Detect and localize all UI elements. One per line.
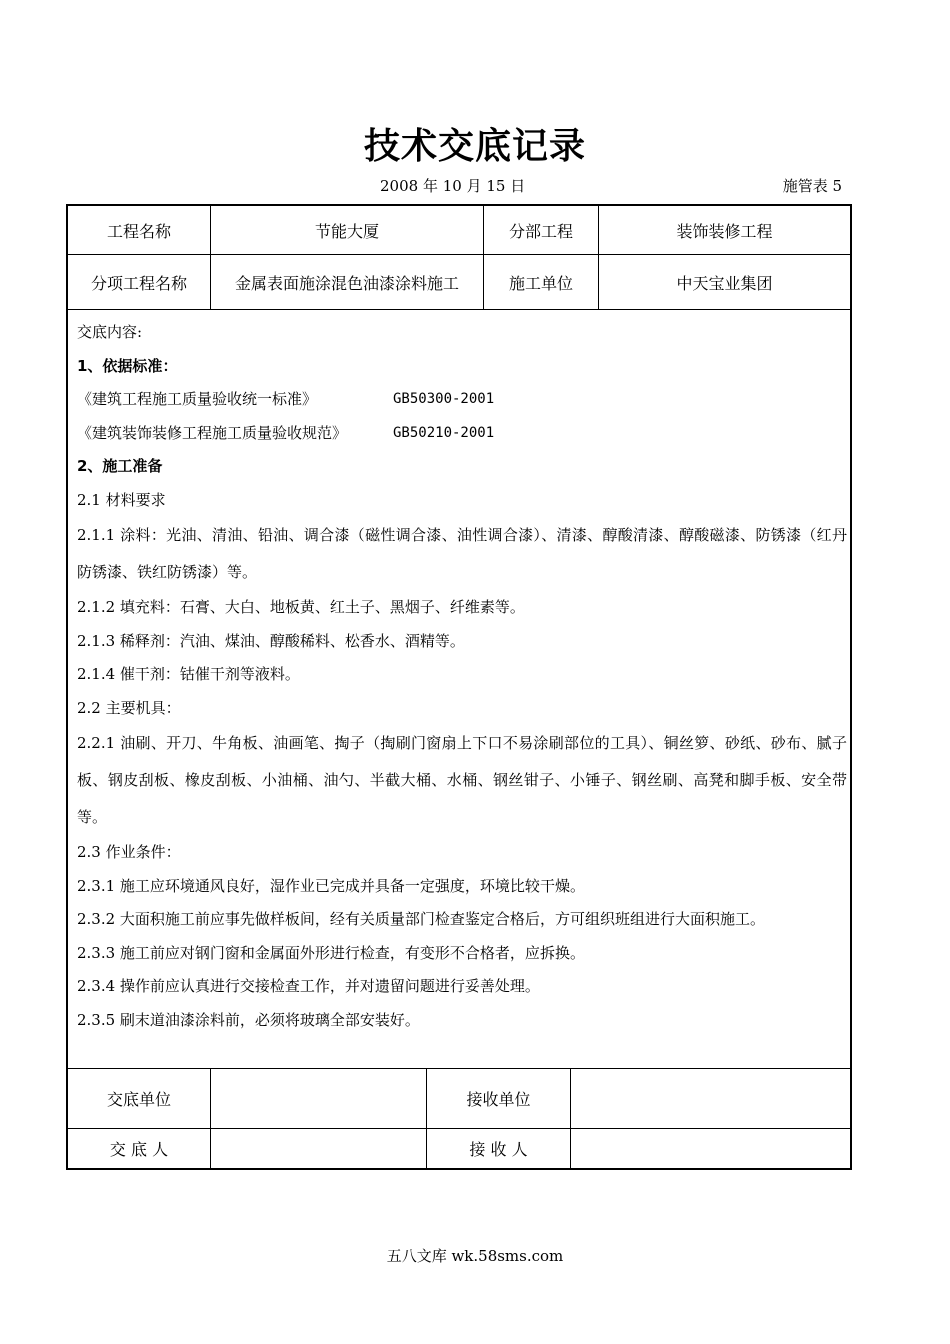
content-intro: 交底内容: [77,323,143,341]
paragraph: 2.1.4 催干剂：钴催干剂等液料。 [77,665,300,683]
standard-item [77,383,847,417]
division-label: 分部工程 [508,221,573,241]
paragraph: 2.2.1 油刷、开刀、牛角板、油画笔、掏子（掏刷门窗扇上下口不易涂刷部位的工具）、铜丝箩、砂纸、砂布、腻子板、钢皮刮板、橡皮刮板、小油桶、油勺、半截大桶、水桶、钢丝钳子、小锤子、钢丝刷、高凳和脚手板、安全带等。 [77,734,847,826]
standard-name: 《建筑工程施工质量验收统一标准》 [77,390,318,408]
subitem-value: 金属表面施涂混色油漆涂料施工 [234,273,459,293]
issuer-field[interactable] [211,1129,426,1168]
subitem-label: 分项工程名称 [90,273,187,293]
division-value: 装饰装修工程 [676,221,773,241]
subsection-heading: 2.2 主要机具： [77,698,181,717]
document-date: 2008 年 10 月 15 日 [380,177,526,195]
standard-code: GB50300-2001 [393,391,495,407]
issuing-unit-label: 交底单位 [106,1090,171,1109]
paragraph: 2.1.1 涂料：光油、清油、铅油、调合漆（磁性调合漆、油性调合漆）、清漆、醇酸清漆、醇酸磁漆、防锈漆（红丹防锈漆、铁红防锈漆）等。 [77,526,847,581]
briefing-content [77,316,847,1037]
section-heading: 2、施工准备 [77,457,163,475]
subsection-heading: 2.1 材料要求 [77,490,166,509]
section-heading: 1、依据标准： [77,356,178,375]
receiver-field[interactable] [571,1129,850,1168]
standard-item [77,417,847,451]
contractor-label: 施工单位 [508,273,573,293]
paragraph: 2.3.3 施工前应对钢门窗和金属面外形进行检查，有变形不合格者，应拆换。 [77,943,585,962]
receiving-unit-label: 接收单位 [466,1090,531,1109]
issuer-label: 交 底 人 [109,1140,169,1159]
issuing-unit-field[interactable] [211,1069,426,1128]
document-title: 技术交底记录 [363,126,586,167]
standard-name: 《建筑装饰装修工程施工质量验收规范》 [77,423,348,442]
receiver-label: 接 收 人 [469,1140,528,1159]
project-name-label: 工程名称 [106,221,171,241]
project-name-value: 节能大厦 [314,221,379,241]
paragraph: 2.3.5 刷末道油漆涂料前，必须将玻璃全部安装好。 [77,1010,420,1029]
footer-watermark: 五八文库 wk.58sms.com [386,1247,564,1265]
paragraph: 2.3.2 大面积施工前应事先做样板间，经有关质量部门检查鉴定合格后，方可组织班组进行大面积施工。 [77,910,765,928]
paragraph: 2.3.4 操作前应认真进行交接检查工作，并对遗留问题进行妥善处理。 [77,977,540,995]
record-table [66,204,852,1170]
paragraph: 2.1.2 填充料：石膏、大白、地板黄、红土子、黑烟子、纤维素等。 [77,598,525,616]
subsection-heading: 2.3 作业条件： [77,843,181,861]
paragraph: 2.3.1 施工应环境通风良好，湿作业已完成并具备一定强度，环境比较干燥。 [77,876,585,895]
contractor-value: 中天宝业集团 [676,273,773,293]
receiving-unit-field[interactable] [571,1069,850,1128]
paragraph: 2.1.3 稀释剂：汽油、煤油、醇酸稀料、松香水、酒精等。 [77,631,465,650]
standard-code: GB50210-2001 [393,424,495,441]
form-number: 施管表 5 [782,177,842,195]
row-divider [68,309,850,310]
